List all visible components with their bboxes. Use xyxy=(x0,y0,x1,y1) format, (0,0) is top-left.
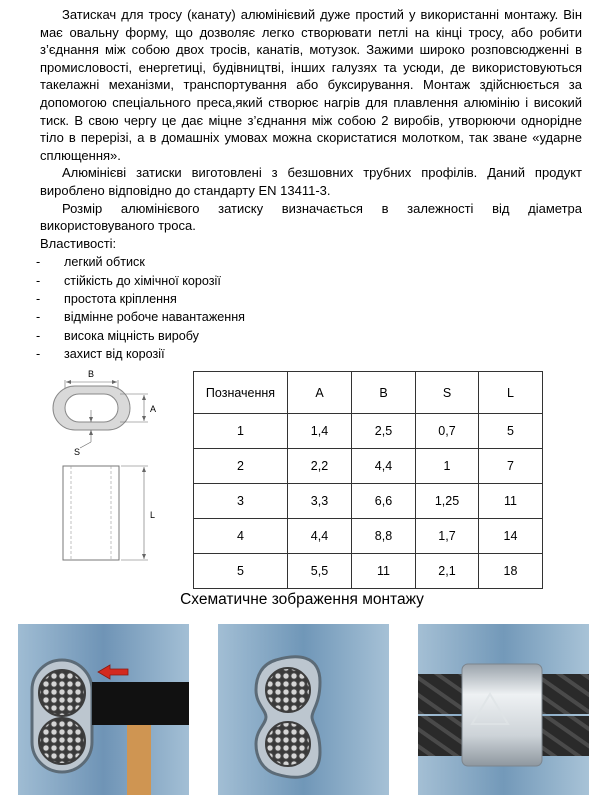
table-cell: 2,1 xyxy=(416,554,479,589)
table-row xyxy=(194,484,543,519)
table-cell: 1,4 xyxy=(288,414,352,449)
table-cell: 6,6 xyxy=(352,484,416,519)
header-a: A xyxy=(288,372,352,414)
description xyxy=(40,6,582,364)
properties-list xyxy=(40,253,582,363)
clamp-drawing xyxy=(40,362,170,568)
property-item: - висока міцність виробу xyxy=(40,327,582,345)
header-b: B xyxy=(352,372,416,414)
paragraph-standard: Алюмінієві затиски виготовлені з безшовних трубних профілів. Даний продукт вироблено відповідно до стандарту EN 13411-3. xyxy=(40,165,582,198)
table-row xyxy=(194,414,543,449)
table-cell: 11 xyxy=(479,484,543,519)
table-cell: 14 xyxy=(479,519,543,554)
table-header-row xyxy=(194,372,543,414)
installation-caption: Схематичне зображення монтажу xyxy=(180,591,424,608)
installation-photo-3 xyxy=(418,624,589,795)
table-row xyxy=(194,519,543,554)
property-item: - відмінне робоче навантаження xyxy=(40,308,582,326)
table-cell: 5 xyxy=(194,554,288,589)
header-l: L xyxy=(479,372,543,414)
header-designation: Позначення xyxy=(194,372,288,414)
dimension-a-label: A xyxy=(150,404,157,414)
table-cell: 5,5 xyxy=(288,554,352,589)
installation-photo-2 xyxy=(218,624,389,795)
hammer-head-icon xyxy=(92,682,189,725)
table-cell: 1 xyxy=(194,414,288,449)
table-cell: 1,7 xyxy=(416,519,479,554)
property-item: - простота кріплення xyxy=(40,290,582,308)
property-item: - стійкість до хімічної корозії xyxy=(40,272,582,290)
rope-cross-section xyxy=(266,668,310,712)
table-cell: 2 xyxy=(194,449,288,484)
table-cell: 1,25 xyxy=(416,484,479,519)
dimensions-table xyxy=(193,371,543,589)
table-cell: 3 xyxy=(194,484,288,519)
table-cell: 11 xyxy=(352,554,416,589)
table-cell: 4 xyxy=(194,519,288,554)
installation-photo-1 xyxy=(18,624,189,795)
table-cell: 5 xyxy=(479,414,543,449)
table-cell: 18 xyxy=(479,554,543,589)
table-row xyxy=(194,554,543,589)
dimension-l-label: L xyxy=(150,510,156,520)
table-cell: 1 xyxy=(416,449,479,484)
table-cell: 4,4 xyxy=(288,519,352,554)
table-cell: 7 xyxy=(479,449,543,484)
table-cell: 3,3 xyxy=(288,484,352,519)
rope-cross-section xyxy=(39,670,85,716)
rope-cross-section xyxy=(266,722,310,766)
property-item: - легкий обтиск xyxy=(40,253,582,271)
hammer-handle-icon xyxy=(127,725,151,795)
paragraph-intro: Затискач для тросу (канату) алюмінієвий дуже простий у використанні монтажу. Він має овальну форму, що дозволяє легко створювати петлі на кінці тросу, або робити з’єднання між собою двох тросів, канатів, мотузок. Зажими широко розповсюдженні в промисловості, енергетиці, будівництві, інших галузях та усюди, де використовуються такелажні механізми, транспортування або буксирування. Монтаж здійснюється за допомогою спеціального преса,який створює нагрів для плавлення алюмінію і високий тиск. В свою чергу це дає міцне з’єднання між собою 2 виробів, утворюючи однорідне тіло в перерізі, а в домашніх умовах можна скористатися молотком, так зване «ударне сплющення». xyxy=(40,7,582,163)
properties-title: Властивості: xyxy=(40,235,117,251)
table-row xyxy=(194,449,543,484)
table-cell: 2,2 xyxy=(288,449,352,484)
header-s: S xyxy=(416,372,479,414)
table-cell: 4,4 xyxy=(352,449,416,484)
table-cell: 0,7 xyxy=(416,414,479,449)
rope-cross-section xyxy=(39,718,85,764)
dimension-b-label: B xyxy=(87,369,95,379)
table-cell: 8,8 xyxy=(352,519,416,554)
table-cell: 2,5 xyxy=(352,414,416,449)
dimension-s-label: S xyxy=(74,447,81,457)
property-item: - захист від корозії xyxy=(40,345,582,363)
paragraph-size: Розмір алюмінієвого затиску визначається в залежності від діаметра використовуваного троса. xyxy=(40,200,582,234)
clamp-side-view xyxy=(63,466,119,560)
